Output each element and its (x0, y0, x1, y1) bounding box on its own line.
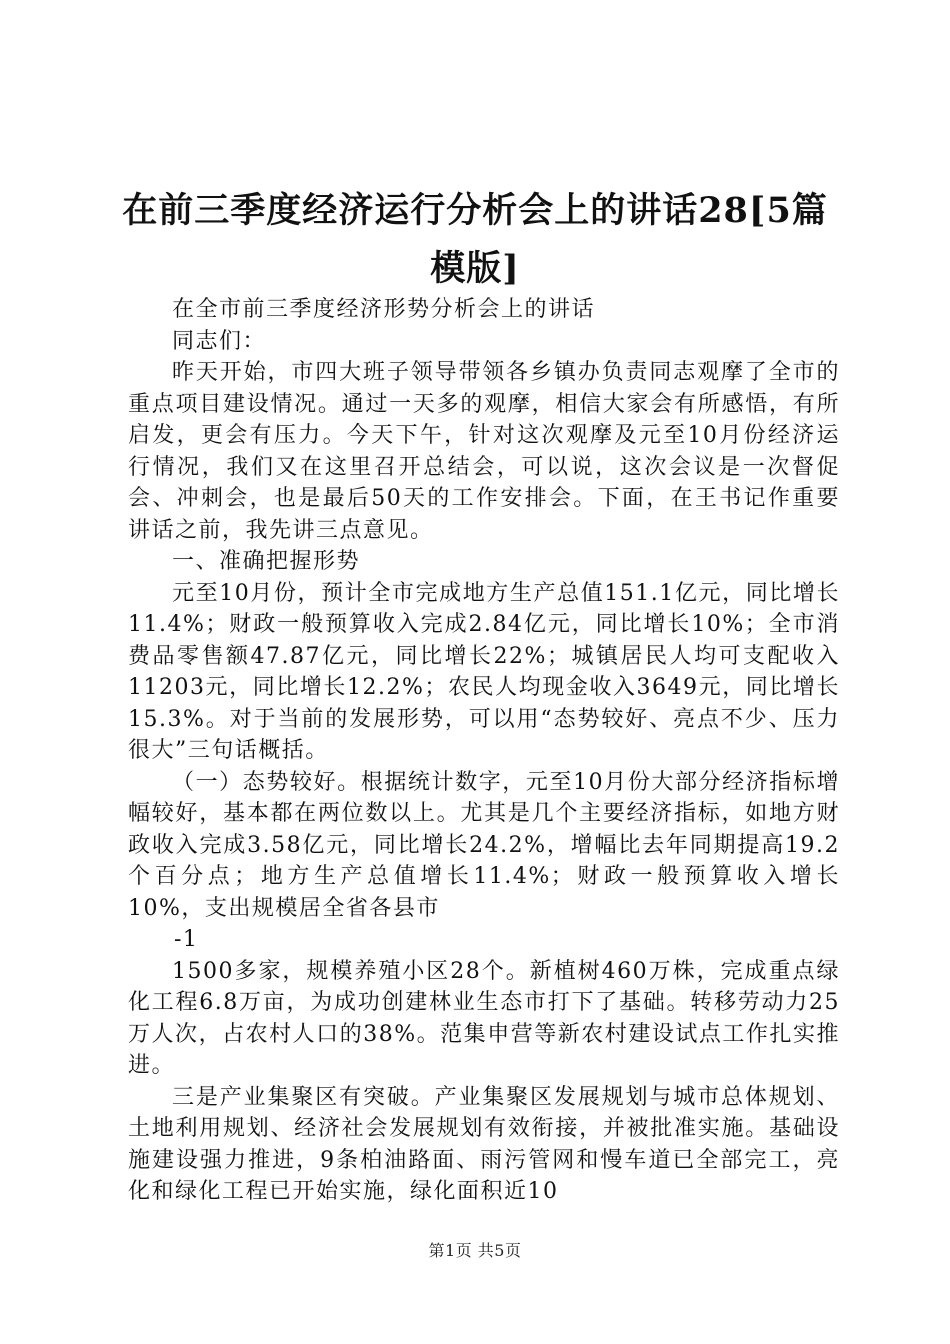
speech-heading: 在全市前三季度经济形势分析会上的讲话 (172, 297, 596, 322)
document-title: 在前三季度经济运行分析会上的讲话28[5篇模版] (122, 190, 828, 289)
paragraph-economic-figures: 元至10月份，预计全市完成地方生产总值151.1亿元，同比增长11.4%；财政一般预算收入完成2.84亿元，同比增长10%；全市消费品零售额47.87亿元，同比增长22%；城镇居民人均可支配收入11203元，同比增长12.2%；农民人均现金收入3649元，同比增长15.3%。对于当前的发展形势，可以用“态势较好、亮点不少、压力很大”三句话概括。 (128, 580, 840, 763)
page-marker: -1 (174, 927, 199, 952)
salutation: 同志们： (172, 328, 267, 354)
paragraph-industrial-zone: 三是产业集聚区有突破。产业集聚区发展规划与城市总体规划、土地利用规划、经济社会发展规划有效衔接，并被批准实施。基础设施建设强力推进，9条柏油路面、雨污管网和慢车道已全部完工，亮化和绿化工程已开始实施，绿化面积近10 (128, 1084, 840, 1204)
page-footer: 第1页 共5页 (428, 1241, 522, 1260)
paragraph-agriculture: 1500多家，规模养殖小区28个。新植树460万株，完成重点绿化工程6.8万亩，为成功创建林业生态市打下了基础。转移劳动力25万人次，占农村人口的38%。范集申营等新农村建设试点工作扎实推进。 (128, 958, 840, 1078)
section-heading-1: 一、准确把握形势 (172, 549, 361, 574)
document-body (128, 294, 840, 1208)
paragraph-intro: 昨天开始，市四大班子领导带领各乡镇办负责同志观摩了全市的重点项目建设情况。通过一天多的观摩，相信大家会有所感悟，有所启发，更会有压力。今天下午，针对这次观摩及元至10月份经济运行情况，我们又在这里召开总结会，可以说，这次会议是一次督促会、冲刺会，也是最后50天的工作安排会。下面，在王书记作重要讲话之前，我先讲三点意见。 (128, 360, 840, 543)
paragraph-good-momentum: （一）态势较好。根据统计数字，元至10月份大部分经济指标增幅较好，基本都在两位数以上。尤其是几个主要经济指标，如地方财政收入完成3.58亿元，同比增长24.2%，增幅比去年同期提高19.2个百分点；地方生产总值增长11.4%；财政一般预算收入增长10%，支出规模居全省各县市 (128, 769, 840, 921)
